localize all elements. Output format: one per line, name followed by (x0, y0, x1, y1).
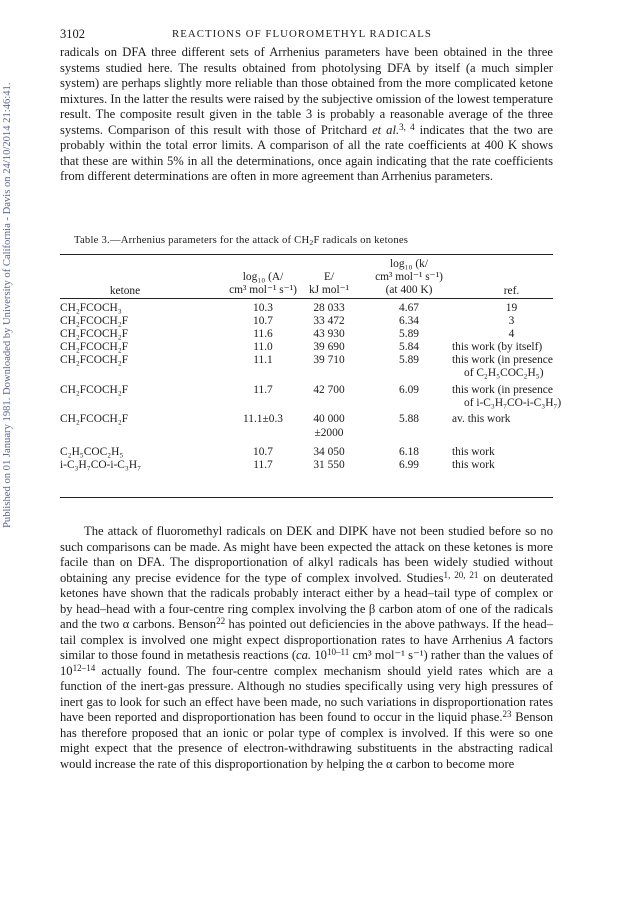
table-caption: Table 3.—Arrhenius parameters for the attack of $CH_2F$ radicals on ketones (74, 234, 409, 247)
table-bottom-rule (60, 497, 553, 498)
page-header (60, 27, 553, 43)
table-header-rule (60, 298, 553, 299)
citation: 22 (216, 615, 226, 626)
citation: 23 (502, 708, 512, 719)
citation: 1, 20, 21 (443, 569, 479, 580)
header-activation-energy: E/ kJ mol⁻¹ (308, 271, 350, 296)
paragraph-2: The attack of fluoromethyl radicals on DEK and DIPK have not been studied before so no such comparisons can be made. As might have been expected the attack on these ketones is more facile than on DFA. The disproportionation of alkyl radicals has been widely studied without obtaining any precise evidence for the type of complex involved. Studies$^{1, 20, 21}$ on deuterated ketones have shown that the radicals probably interact either by a head–tail type of complex or by head–head with a four-centre ring complex involving the β carbon atom of one of the radicals and the two α carbons. Benson$^{22}$ has pointed out deficiencies in the above pathways. If the head–tail complex is involved one might expect disproportionation rates to have Arrhenius A factors similar to those found in metathesis reactions (ca. 10$^{10-11}$ cm³ mol⁻¹ s⁻¹) rather than the values of 10$^{12-14}$ actually found. The four-centre complex mechanism should yield rates which are a function of the inert-gas pressure. Although no studies specifically using very high pressures of inert gas to look for such an effect have been made, no such variations in disproportionation rates have been reported and disproportionation has been found to occur in the liquid phase.$^{23}$ Benson has therefore proposed that an ionic or polar type of complex is involved. If this were so one might expect that the presence of electron-withdrawing substituents in the abstracting radical would increase the rate of this disproportionation by helping the α carbon to become more (60, 524, 553, 771)
download-watermark: Published on 01 January 1981. Downloaded by University of California - Davis on 24/10/2014 21:46:41. (2, 82, 13, 529)
et-al: et al. (372, 122, 400, 137)
table-top-rule (60, 254, 553, 255)
header-log-k: log₁₀ (k/ cm³ mol⁻¹ s⁻¹) (at 400 K) (375, 258, 443, 296)
paragraph-1: radicals on DFA three different sets of Arrhenius parameters have been obtained in the three systems studied here. The results obtained from photolysing DFA by itself (a much simpler system) are perhaps slightly more reliable than those obtained from the more complicated ketone mixtures. In the latter the results were raised by the subjective omission of the lowest temperature result. The composite result given in the table 3 is probably a reasonable average of the three systems. Comparison of this result with those of Pritchard et al.$^{3, 4}$ indicates that the two are probably within the total error limits. A comparison of all the rate coefficients at 400 K shows that these are within 5% in all the determinations, once again indicating that the rate coefficients from different determinations are often in more agreement than Arrhenius parameters. (60, 45, 554, 183)
running-title: REACTIONS OF FLUOROMETHYL RADICALS (172, 28, 432, 40)
header-ref: ref. (503, 285, 520, 297)
page-number: 3102 (60, 27, 85, 41)
header-log-a: log₁₀ (A/ cm³ mol⁻¹ s⁻¹) (229, 271, 297, 296)
header-ketone: ketone (109, 285, 141, 297)
citation: 3, 4 (399, 121, 415, 132)
